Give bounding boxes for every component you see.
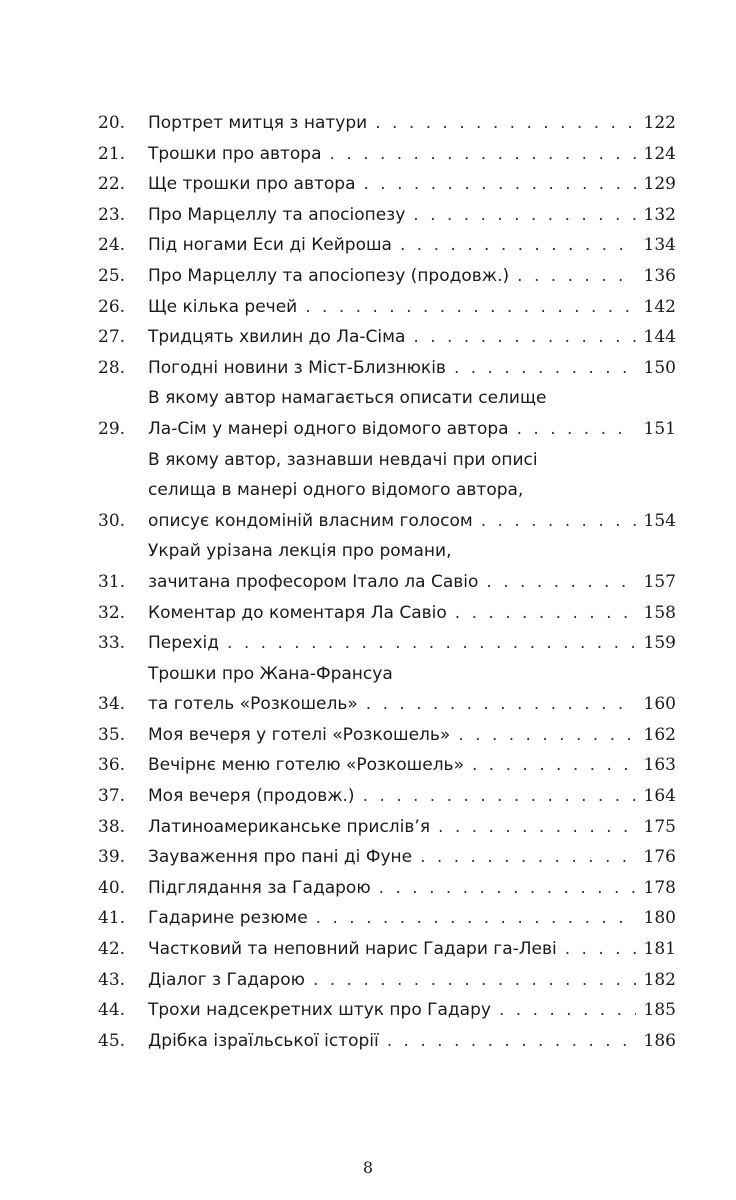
chapter-title-line [148, 353, 676, 384]
chapter-body [148, 200, 676, 231]
toc-entry [98, 659, 676, 720]
toc-entry [98, 598, 676, 629]
chapter-page-number: 159 [643, 633, 676, 654]
chapter-number: 43. [98, 969, 126, 990]
chapter-title-line [148, 506, 676, 537]
chapter-title: зачитана професором Італо ла Савіо [148, 571, 479, 592]
dot-leader [400, 230, 636, 261]
dot-leader [455, 598, 636, 629]
toc-entry [98, 842, 676, 873]
chapter-page-number: 175 [643, 816, 676, 837]
chapter-body [148, 230, 676, 261]
chapter-number: 45. [98, 1030, 126, 1051]
chapter-number: 30. [98, 510, 126, 531]
dot-leader [413, 200, 636, 231]
dot-leader [316, 903, 636, 934]
chapter-page-number: 182 [643, 969, 676, 990]
toc-entry [98, 445, 676, 537]
chapter-title: Частковий та неповний нарис Гадари га-Леві [148, 939, 557, 960]
chapter-title: Погодні новини з Міст-Близнюків [148, 357, 446, 378]
dot-leader [565, 934, 636, 965]
dot-leader [366, 689, 636, 720]
chapter-page-number: 180 [643, 908, 676, 929]
chapter-title: Трошки про автора [148, 143, 322, 164]
chapter-page-number: 150 [643, 357, 676, 378]
chapter-number: 40. [98, 877, 126, 898]
dot-leader [499, 995, 636, 1026]
dot-leader [387, 1026, 636, 1057]
chapter-body [148, 750, 676, 781]
chapter-page-number: 181 [643, 939, 676, 960]
chapter-number: 22. [98, 174, 126, 195]
chapter-page-number: 164 [643, 786, 676, 807]
toc-entry [98, 536, 676, 597]
dot-leader [413, 322, 636, 353]
chapter-title: Ще трошки про автора [148, 174, 356, 195]
chapter-title-line [148, 1026, 676, 1057]
chapter-title: Гадарине резюме [148, 908, 308, 929]
chapter-number: 41. [98, 908, 126, 929]
toc-entry [98, 934, 676, 965]
chapter-title: Перехід [148, 633, 220, 654]
chapter-number: 33. [98, 633, 126, 654]
toc-entry [98, 995, 676, 1026]
chapter-number: 35. [98, 724, 126, 745]
chapter-title-line [148, 567, 676, 598]
chapter-title-line [148, 475, 676, 506]
chapter-title: Портрет митця з натури [148, 113, 368, 133]
chapter-title-line [148, 842, 676, 873]
chapter-body [148, 536, 676, 597]
chapter-title: Зауваження про пані ді Фуне [148, 847, 413, 868]
chapter-body [148, 108, 676, 139]
toc-entry [98, 750, 676, 781]
chapter-title-line [148, 383, 676, 414]
chapter-title: Латиноамериканське прислів’я [148, 816, 431, 837]
chapter-page-number: 162 [643, 724, 676, 745]
chapter-page-number: 142 [643, 296, 676, 317]
chapter-body [148, 781, 676, 812]
chapter-title-line [148, 995, 676, 1026]
chapter-title: Моя вечеря у готелі «Розкошель» [148, 724, 451, 745]
chapter-title-line [148, 750, 676, 781]
chapter-title: Коментар до коментаря Ла Савіо [148, 602, 447, 623]
chapter-number: 29. [98, 418, 126, 439]
toc-entry [98, 383, 676, 444]
chapter-title-line [148, 139, 676, 170]
chapter-number: 31. [98, 571, 126, 592]
chapter-page-number: 178 [643, 877, 676, 898]
toc-entry [98, 261, 676, 292]
chapter-title-line [148, 628, 676, 659]
toc-entry [98, 1026, 676, 1057]
chapter-title-line [148, 812, 676, 843]
chapter-title-line [148, 230, 676, 261]
chapter-body [148, 445, 676, 537]
chapter-page-number: 163 [643, 755, 676, 776]
dot-leader [481, 506, 636, 537]
table-of-contents [98, 108, 676, 1056]
chapter-title-line [148, 689, 676, 720]
toc-entry [98, 169, 676, 200]
chapter-title: селища в манері одного відомого автора, [148, 480, 524, 501]
page-number: 8 [362, 1158, 374, 1177]
chapter-body [148, 873, 676, 904]
chapter-body [148, 1026, 676, 1057]
chapter-page-number: 124 [643, 143, 676, 164]
chapter-title-line [148, 873, 676, 904]
toc-entry [98, 965, 676, 996]
chapter-number: 37. [98, 786, 126, 807]
dot-leader [458, 720, 636, 751]
chapter-page-number: 160 [643, 694, 676, 715]
toc-entry [98, 353, 676, 384]
chapter-page-number: 136 [643, 265, 676, 286]
dot-leader [472, 750, 636, 781]
chapter-title: Украй урізана лекція про романи, [148, 541, 452, 562]
dot-leader [330, 139, 636, 170]
chapter-body [148, 934, 676, 965]
chapter-title-line [148, 169, 676, 200]
toc-entry [98, 873, 676, 904]
chapter-number: 28. [98, 357, 126, 378]
chapter-number: 38. [98, 816, 126, 837]
chapter-body [148, 383, 676, 444]
chapter-body [148, 720, 676, 751]
chapter-title: В якому автор намагається описати селище [148, 388, 547, 409]
chapter-title-line [148, 934, 676, 965]
toc-entry [98, 903, 676, 934]
chapter-body [148, 353, 676, 384]
dot-leader [454, 353, 636, 384]
chapter-number: 32. [98, 602, 126, 623]
chapter-title: Тридцять хвилин до Ла-Сіма [148, 327, 406, 348]
dot-leader [364, 169, 637, 200]
dot-leader [363, 781, 636, 812]
chapter-body [148, 903, 676, 934]
chapter-number: 36. [98, 755, 126, 776]
toc-entry [98, 108, 676, 139]
dot-leader [375, 108, 636, 139]
chapter-number: 26. [98, 296, 126, 317]
chapter-page-number: 158 [643, 602, 676, 623]
dot-leader [517, 261, 636, 292]
chapter-title-line [148, 903, 676, 934]
dot-leader [313, 965, 636, 996]
chapter-number: 23. [98, 204, 126, 225]
chapter-body [148, 995, 676, 1026]
chapter-body [148, 139, 676, 170]
dot-leader [517, 414, 636, 445]
chapter-title: Під ногами Еси ді Кейроша [148, 235, 392, 256]
chapter-number: 42. [98, 939, 126, 960]
chapter-page-number: 151 [643, 418, 676, 439]
chapter-page-number: 154 [643, 510, 676, 531]
dot-leader [438, 812, 636, 843]
chapter-body [148, 659, 676, 720]
chapter-title: Діалог з Гадарою [148, 969, 305, 990]
toc-entry [98, 812, 676, 843]
chapter-title-line [148, 781, 676, 812]
dot-leader [486, 567, 636, 598]
chapter-title: Дрібка ізраїльської історії [148, 1030, 379, 1051]
chapter-number: 34. [98, 694, 126, 715]
chapter-title-line [148, 414, 676, 445]
chapter-title-line [148, 598, 676, 629]
chapter-page-number: 185 [643, 1000, 676, 1021]
chapter-body [148, 322, 676, 353]
chapter-body [148, 812, 676, 843]
dot-leader [305, 292, 636, 323]
toc-entry [98, 781, 676, 812]
toc-entry [98, 230, 676, 261]
chapter-body [148, 628, 676, 659]
chapter-page-number: 122 [643, 113, 676, 133]
chapter-number: 27. [98, 327, 126, 348]
chapter-title: Ще кілька речей [148, 296, 298, 317]
chapter-number: 21. [98, 143, 126, 164]
toc-entry [98, 200, 676, 231]
chapter-title: Ла-Сім у манері одного відомого автора [148, 418, 509, 439]
chapter-page-number: 176 [643, 847, 676, 868]
chapter-body [148, 292, 676, 323]
dot-leader [420, 842, 636, 873]
toc-entry [98, 292, 676, 323]
chapter-title-line [148, 659, 676, 690]
chapter-title-line [148, 108, 676, 139]
toc-entry [98, 139, 676, 170]
chapter-title: Про Марцеллу та апосіопезу [148, 204, 406, 225]
chapter-page-number: 132 [643, 204, 676, 225]
chapter-page-number: 134 [643, 235, 676, 256]
chapter-page-number: 129 [643, 174, 676, 195]
toc-entry [98, 720, 676, 751]
chapter-page-number: 157 [643, 571, 676, 592]
chapter-title: Моя вечеря (продовж.) [148, 786, 355, 807]
chapter-number: 39. [98, 847, 126, 868]
chapter-title-line [148, 292, 676, 323]
chapter-body [148, 261, 676, 292]
chapter-page-number: 186 [643, 1030, 676, 1051]
chapter-title: Трохи надсекретних штук про Гадару [148, 1000, 491, 1021]
chapter-title-line [148, 445, 676, 476]
chapter-body [148, 842, 676, 873]
toc-entry [98, 322, 676, 353]
chapter-title: Трошки про Жана-Франсуа [148, 663, 393, 684]
chapter-number: 20. [98, 113, 126, 133]
chapter-body [148, 169, 676, 200]
chapter-title: та готель «Розкошель» [148, 694, 358, 715]
dot-leader [227, 628, 636, 659]
chapter-title: описує кондоміній власним голосом [148, 510, 473, 531]
chapter-title-line [148, 322, 676, 353]
toc-entry [98, 628, 676, 659]
chapter-title-line [148, 261, 676, 292]
chapter-number: 25. [98, 265, 126, 286]
chapter-title-line [148, 720, 676, 751]
chapter-page-number: 144 [643, 327, 676, 348]
chapter-title-line [148, 965, 676, 996]
chapter-title: Підглядання за Гадарою [148, 877, 371, 898]
chapter-title: В якому автор, зазнавши невдачі при описі [148, 449, 538, 470]
chapter-title-line [148, 200, 676, 231]
chapter-body [148, 965, 676, 996]
chapter-title: Про Марцеллу та апосіопезу (продовж.) [148, 265, 510, 286]
chapter-title-line [148, 536, 676, 567]
chapter-number: 44. [98, 1000, 126, 1021]
chapter-title: Вечірнє меню готелю «Розкошель» [148, 755, 464, 776]
dot-leader [379, 873, 636, 904]
chapter-body [148, 598, 676, 629]
chapter-number: 24. [98, 235, 126, 256]
